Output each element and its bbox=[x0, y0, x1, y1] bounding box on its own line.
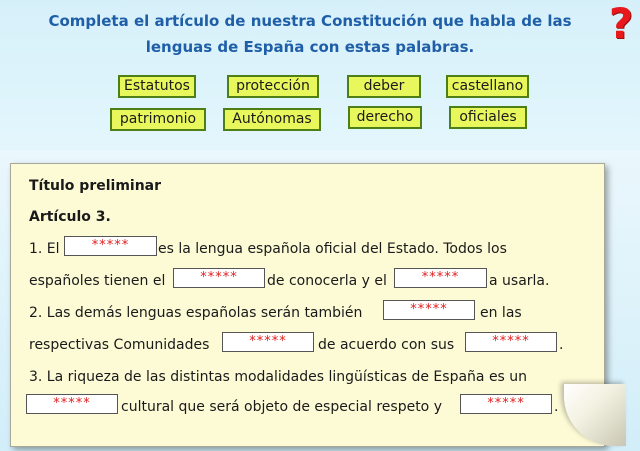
sentence-2-continued: respectivas Comunidades bbox=[29, 337, 210, 353]
help-icon[interactable]: ? bbox=[608, 0, 634, 48]
sentence-1-middle: es la lengua española oficial del Estado. Todos los bbox=[158, 241, 507, 257]
word-tile-oficiales[interactable]: oficiales bbox=[449, 106, 527, 129]
word-tile-deber[interactable]: deber bbox=[347, 75, 421, 98]
sentence-1-continued: españoles tienen el bbox=[29, 273, 166, 289]
word-tile-castellano[interactable]: castellano bbox=[446, 75, 529, 98]
sentence-2-part-d: de acuerdo con sus bbox=[318, 337, 455, 353]
article-subheading: Artículo 3. bbox=[29, 209, 111, 225]
word-tile-autonomas[interactable]: Autónomas bbox=[223, 108, 321, 131]
sentence-3-end: . bbox=[554, 399, 559, 415]
instructions-line-2: lenguas de España con estas palabras. bbox=[145, 38, 475, 56]
blank-1[interactable]: ***** bbox=[64, 236, 157, 256]
blank-8[interactable]: ***** bbox=[460, 394, 552, 414]
word-tile-patrimonio[interactable]: patrimonio bbox=[110, 108, 206, 131]
blank-7[interactable]: ***** bbox=[26, 394, 118, 414]
sentence-1-end: a usarla. bbox=[489, 273, 550, 289]
sentence-2-end: . bbox=[559, 337, 564, 353]
blank-4[interactable]: ***** bbox=[383, 300, 475, 320]
sentence-3-middle: cultural que será objeto de especial respeto y bbox=[121, 399, 442, 415]
sentence-1-part-d: de conocerla y el bbox=[267, 273, 387, 289]
sentence-1-start: 1. El bbox=[29, 241, 60, 257]
blank-5[interactable]: ***** bbox=[222, 332, 314, 352]
instructions-line-1: Completa el artículo de nuestra Constitución que habla de las bbox=[48, 12, 572, 30]
instructions bbox=[40, 8, 580, 60]
word-tile-estatutos[interactable]: Estatutos bbox=[118, 75, 196, 98]
blank-6[interactable]: ***** bbox=[465, 332, 557, 352]
word-tile-proteccion[interactable]: protección bbox=[227, 75, 319, 98]
blank-2[interactable]: ***** bbox=[173, 268, 265, 288]
article-heading: Título preliminar bbox=[29, 178, 162, 194]
sentence-2-middle: en las bbox=[480, 305, 522, 321]
blank-3[interactable]: ***** bbox=[394, 268, 487, 288]
sentence-2-start: 2. Las demás lenguas españolas serán también bbox=[29, 305, 363, 321]
sentence-3-start: 3. La riqueza de las distintas modalidades lingüísticas de España es un bbox=[29, 369, 528, 385]
word-tile-derecho[interactable]: derecho bbox=[348, 106, 422, 129]
